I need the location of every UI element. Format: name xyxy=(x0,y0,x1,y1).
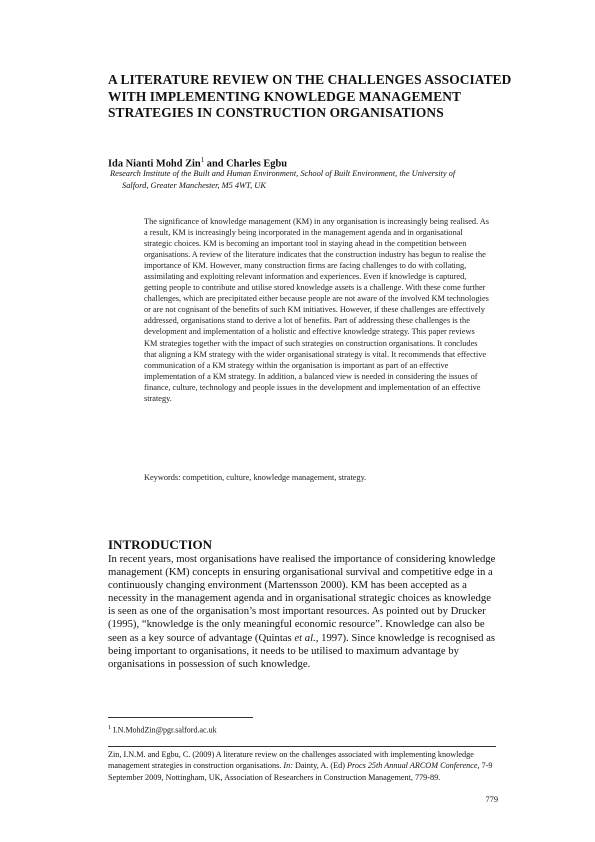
paragraph-text: In recent years, most organisations have realised the importance of considering knowledge management (KM) concepts in ensuring organisational survival and competitive edge in a continuously changing environment (Martensson 2000). KM has been accepted as a necessity in the management agenda and in organisational strategic choices as knowledge is seen as one of the organisation’s most important resources. As pointed out by Drucker (1995), “knowledge is the only meaningful economic resource”. Knowledge can also be seen as a key source of advantage (Quintas xyxy=(108,553,496,644)
affiliation-line: Salford, Greater Manchester, M5 4WT, UK xyxy=(122,180,266,190)
paragraph-text: , 1997). Since knowledge is recognised as being important to organisations, it needs to be utilised to maximum advantage by organisations in possession of such knowledge. xyxy=(108,631,496,670)
citation-proceedings: Procs 25th Annual ARCOM Conference, xyxy=(346,761,480,771)
keywords: Keywords: competition, culture, knowledge management, strategy. xyxy=(144,473,367,482)
paragraph-text-italic: et al. xyxy=(294,631,316,644)
citation-divider xyxy=(108,746,496,747)
footnote-email-link[interactable]: I.N.MohdZin@pgr.salford.ac.uk xyxy=(113,725,217,735)
citation-text: Zin, I.N.M. and Egbu, C. (2009) A literature review on the challenges associated with implementing knowledge management strategies in construction organisations. xyxy=(108,750,474,771)
footnote xyxy=(108,723,496,736)
abstract: The significance of knowledge management (KM) in any organisation is increasingly being realised. As a result, KM is increasingly being incorporated in the management agenda and in organisational strategic choices. KM is becoming an important tool in staying ahead in the competition between organisations. A review of the literature indicates that the construction industry has begun to realise the importance of KM. However, many construction firms are facing challenges to do with collating, assimilating and exploiting relevant information and experiences. Even if knowledge is captured, getting people to contribute and utilise stored knowledge assets is a challenge. With these come further challenges, which are precipitated either because people are not aware of the involved KM technologies or are not cognisant of the benefits of such KM initiatives. However, if these challenges are effectively addressed, organisations stand to derive a lot of benefits. Part of addressing these challenges is the development and implementation of a holistic and effective knowledge strategy. This paper reviews KM strategies together with the impact of such strategies on construction organisations. It concludes that aligning a KM strategy with the wider organisational strategy is vital. It recommends that effective communication of a KM strategy within the organisation is important as part of an effective implementation of a KM strategy. In addition, a balanced view is needed in considering the issues of finance, culture, technology and people issues in the development and implementation of an effective strategy. xyxy=(144,217,489,403)
introduction-paragraph xyxy=(108,553,496,671)
section-heading-introduction: INTRODUCTION xyxy=(108,537,213,552)
paper-title: A LITERATURE REVIEW ON THE CHALLENGES ASSOCIATED WITH IMPLEMENTING KNOWLEDGE MANAGEMENT STRATEGIES IN CONSTRUCTION ORGANISATIONS xyxy=(108,72,512,120)
citation-text: Dainty, A. (Ed) xyxy=(292,761,347,771)
author-connector: and xyxy=(204,158,227,170)
page-number: 779 xyxy=(485,795,498,804)
citation-text: 7-9 September 2009, Nottingham, UK, Association of Researchers in Construction Management, 779-89. xyxy=(108,761,493,782)
citation-in-label: In: xyxy=(283,761,293,771)
footnote-mark: 1 xyxy=(108,725,111,731)
author-affiliation xyxy=(108,168,530,191)
author-name: Ida Nianti Mohd Zin xyxy=(108,158,201,170)
affiliation-line: Research Institute of the Built and Human Environment, School of Built Environment, the University of xyxy=(110,169,456,178)
author-footnote-mark: 1 xyxy=(200,156,205,164)
citation-block xyxy=(108,749,496,783)
author-name: Charles Egbu xyxy=(226,158,288,170)
footnote-divider xyxy=(108,717,253,718)
